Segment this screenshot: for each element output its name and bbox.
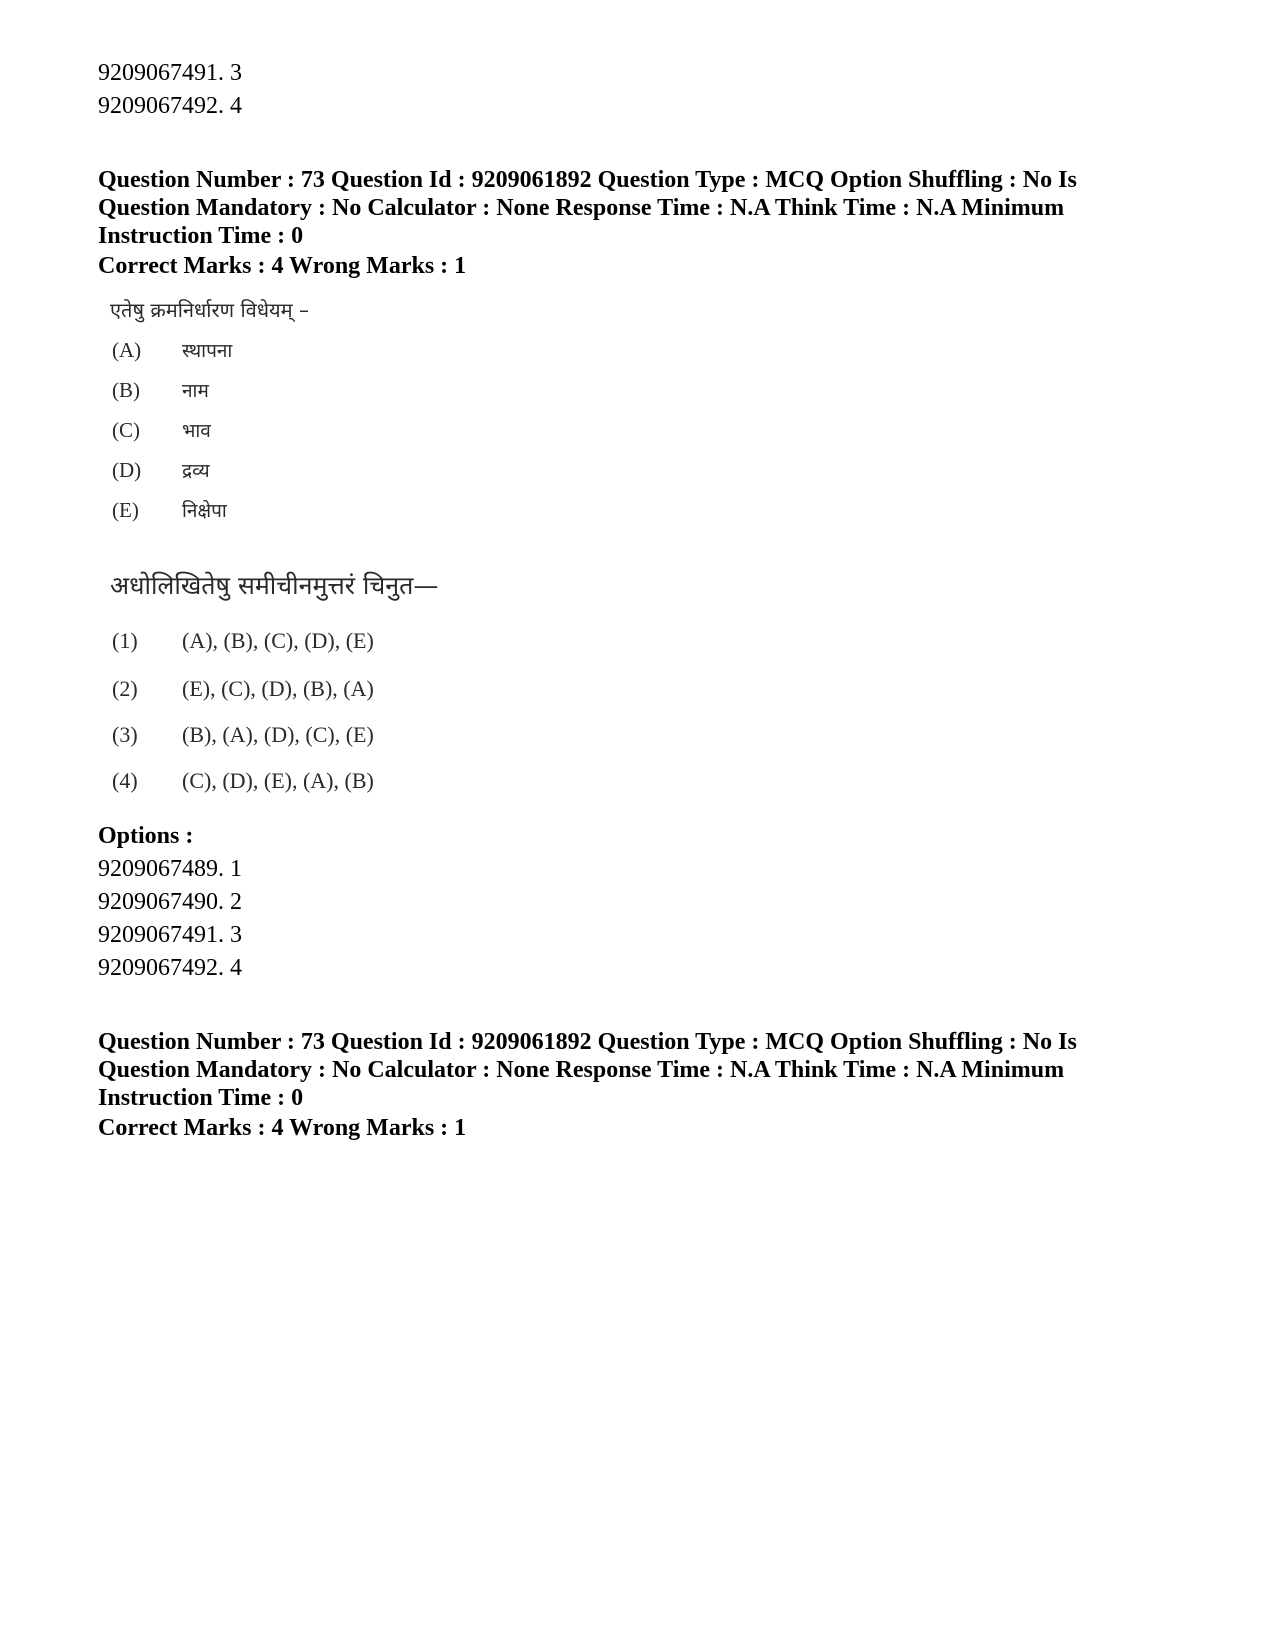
option-value: 1 xyxy=(230,856,242,882)
item-label: (A) xyxy=(112,338,142,362)
answer-label: (3) xyxy=(112,722,138,747)
option-id: 9209067492. xyxy=(98,93,224,119)
answer-choice xyxy=(112,722,374,748)
option-row xyxy=(98,855,242,883)
option-id: 9209067491. xyxy=(98,922,224,948)
item-label: (D) xyxy=(112,458,142,482)
marks-line: Correct Marks : 4 Wrong Marks : 1 xyxy=(98,253,467,279)
item-label: (B) xyxy=(112,378,140,402)
question-header-line: Question Mandatory : No Calculator : None Response Time : N.A Think Time : N.A Minimum xyxy=(98,195,1065,221)
option-value: 4 xyxy=(230,93,242,119)
answer-text: (E), (C), (D), (B), (A) xyxy=(182,676,374,701)
answer-text: (B), (A), (D), (C), (E) xyxy=(182,722,374,747)
question-header-line: Question Number : 73 Question Id : 9209061892 Question Type : MCQ Option Shuffling : No Is xyxy=(98,1029,1077,1055)
question-header-line: Question Mandatory : No Calculator : None Response Time : N.A Think Time : N.A Minimum xyxy=(98,1057,1065,1083)
question-prompt: एतेषु क्रमनिर्धारण विधेयम् – xyxy=(110,298,309,322)
option-value: 2 xyxy=(230,889,242,915)
item-label: (E) xyxy=(112,498,139,522)
option-value: 3 xyxy=(230,60,242,86)
item-text: नाम xyxy=(182,380,209,402)
answer-label: (4) xyxy=(112,768,138,793)
option-row xyxy=(98,954,242,982)
answer-label: (1) xyxy=(112,628,138,653)
question-item xyxy=(112,337,232,363)
question-item xyxy=(112,417,211,443)
question-header-line: Instruction Time : 0 xyxy=(98,1085,304,1111)
option-row xyxy=(98,921,242,949)
question-header-line: Question Number : 73 Question Id : 9209061892 Question Type : MCQ Option Shuffling : No Is xyxy=(98,167,1077,193)
answer-choice xyxy=(112,768,374,794)
answer-label: (2) xyxy=(112,676,138,701)
question-header xyxy=(98,166,1128,250)
question-header-line: Instruction Time : 0 xyxy=(98,223,304,249)
answer-text: (C), (D), (E), (A), (B) xyxy=(182,768,374,793)
option-id: 9209067492. xyxy=(98,955,224,981)
answer-choice xyxy=(112,628,374,654)
option-row xyxy=(98,59,242,87)
answer-choice xyxy=(112,676,374,702)
option-row xyxy=(98,888,242,916)
question-instruction: अधोलिखितेषु समीचीनमुत्तरं चिनुत— xyxy=(110,571,439,600)
item-text: निक्षेपा xyxy=(182,500,227,522)
question-item xyxy=(112,497,227,523)
item-text: भाव xyxy=(182,420,211,442)
question-header xyxy=(98,1028,1128,1112)
marks-line: Correct Marks : 4 Wrong Marks : 1 xyxy=(98,1115,467,1141)
option-row xyxy=(98,92,242,120)
item-text: स्थापना xyxy=(182,340,233,362)
option-id: 9209067489. xyxy=(98,856,224,882)
option-value: 3 xyxy=(230,922,242,948)
option-id: 9209067490. xyxy=(98,889,224,915)
options-heading: Options : xyxy=(98,823,194,849)
item-label: (C) xyxy=(112,418,140,442)
option-value: 4 xyxy=(230,955,242,981)
item-text: द्रव्य xyxy=(182,460,210,482)
answer-text: (A), (B), (C), (D), (E) xyxy=(182,628,374,653)
question-item xyxy=(112,377,209,403)
question-item xyxy=(112,457,210,483)
option-id: 9209067491. xyxy=(98,60,224,86)
